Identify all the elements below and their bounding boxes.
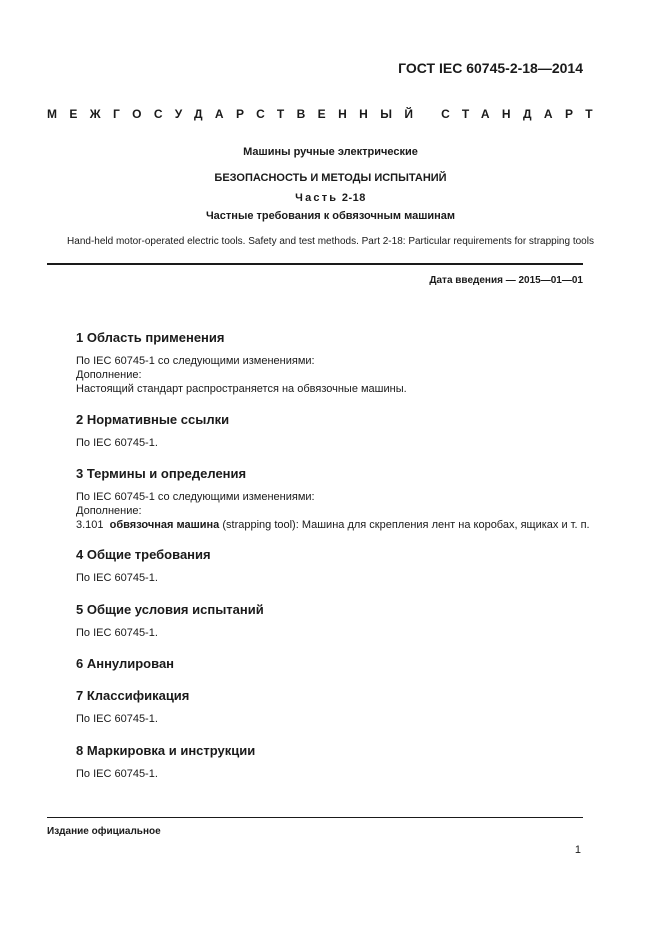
document-subtitle: Частные требования к обвязочным машинам: [205, 210, 456, 222]
section-title: 6 Аннулирован: [76, 656, 175, 671]
interstate-standard-heading: МЕЖГОСУДАРСТВЕННЫЙ СТАНДАРТ: [47, 107, 605, 121]
section-line: По IEC 60745-1 со следующими изменениями:: [76, 491, 315, 503]
document-part: [0, 192, 661, 204]
section-title: 2 Нормативные ссылки: [76, 412, 230, 427]
document-code: ГОСТ IEC 60745-2-18—2014: [398, 60, 583, 76]
section-line: По IEC 60745-1.: [76, 768, 158, 780]
section-title: 5 Общие условия испытаний: [76, 602, 264, 617]
section-line: Дополнение:: [76, 505, 142, 517]
footer-divider: [47, 817, 583, 818]
edition-label: Издание официальное: [47, 826, 161, 837]
section-line: По IEC 60745-1 со следующими изменениями:: [76, 355, 315, 367]
document-subject: Машины ручные электрические: [243, 146, 418, 158]
section-line: По IEC 60745-1.: [76, 572, 158, 584]
english-title: Hand-held motor-operated electric tools. Safety and test methods. Part 2-18: Particular requirements for strapping tools: [67, 236, 594, 247]
section-title: 1 Область применения: [76, 330, 225, 345]
part-number: 2-18: [341, 192, 366, 204]
part-word: Часть: [295, 192, 339, 204]
section-title: 4 Общие требования: [76, 547, 211, 562]
effective-date: Дата введения — 2015—01—01: [429, 275, 583, 286]
term-number: 3.101: [76, 519, 104, 531]
section-line: По IEC 60745-1.: [76, 627, 158, 639]
section-title: 7 Классификация: [76, 688, 190, 703]
section-line: По IEC 60745-1.: [76, 713, 158, 725]
term-definition-line: [76, 519, 590, 531]
section-line: Дополнение:: [76, 369, 142, 381]
header-divider: [47, 263, 583, 265]
page-number: 1: [574, 844, 581, 856]
section-title: 8 Маркировка и инструкции: [76, 743, 256, 758]
section-title: 3 Термины и определения: [76, 466, 247, 481]
section-line: По IEC 60745-1.: [76, 437, 158, 449]
section-line: Настоящий стандарт распространяется на обвязочные машины.: [76, 383, 407, 395]
term: обвязочная машина: [109, 519, 220, 531]
term-definition: (strapping tool): Машина для скрепления лент на коробах, ящиках и т. п.: [222, 519, 590, 531]
document-title: БЕЗОПАСНОСТЬ И МЕТОДЫ ИСПЫТАНИЙ: [214, 172, 447, 184]
